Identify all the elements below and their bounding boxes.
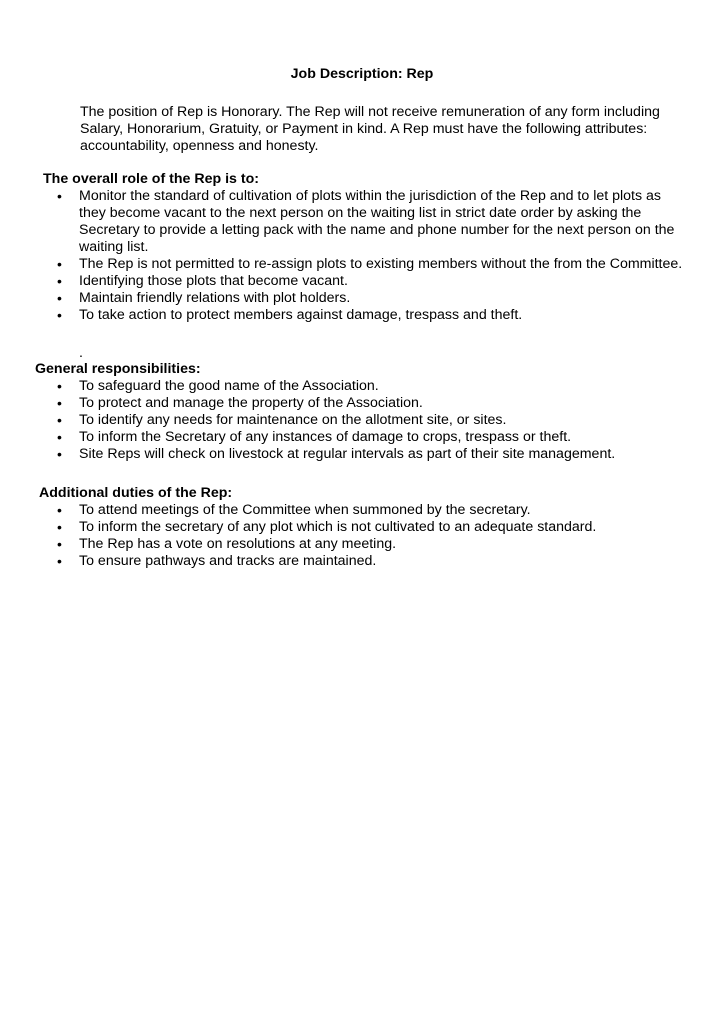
list-item-text: Identifying those plots that become vacant. <box>79 273 348 289</box>
overall-role-list <box>55 188 685 324</box>
list-item <box>55 536 685 553</box>
bullet-icon: • <box>57 446 62 462</box>
list-item <box>55 429 685 446</box>
section-heading-overall-role: The overall role of the Rep is to: <box>43 171 259 187</box>
list-item-text: Maintain friendly relations with plot holders. <box>79 290 351 306</box>
list-item <box>55 378 685 395</box>
list-item-text: Site Reps will check on livestock at regular intervals as part of their site management. <box>79 446 616 462</box>
section-heading-general-responsibilities: General responsibilities: <box>35 361 201 377</box>
bullet-icon: • <box>57 290 62 306</box>
list-item-text: To attend meetings of the Committee when summoned by the secretary. <box>79 502 531 518</box>
intro-paragraph: The position of Rep is Honorary. The Rep will not receive remuneration of any form including Salary, Honorarium, Gratuity, or Payment in kind. A Rep must have the following attributes: accountability, openness and honesty. <box>80 104 660 154</box>
bullet-icon: • <box>57 502 62 518</box>
additional-duties-list <box>55 502 685 570</box>
bullet-icon: • <box>57 395 62 411</box>
list-item-text: The Rep is not permitted to re-assign plots to existing members without the from the Committee. <box>79 256 683 272</box>
list-item <box>55 412 685 429</box>
list-item-text: The Rep has a vote on resolutions at any meeting. <box>79 536 397 552</box>
list-item <box>55 307 685 324</box>
list-item-text: To protect and manage the property of the Association. <box>79 395 423 411</box>
list-item-text: To inform the Secretary of any instances of damage to crops, trespass or theft. <box>79 429 572 445</box>
bullet-icon: • <box>57 519 62 535</box>
stray-period: . <box>79 345 83 361</box>
bullet-icon: • <box>57 273 62 289</box>
bullet-icon: • <box>57 536 62 552</box>
bullet-icon: • <box>57 378 62 394</box>
list-item-text: To take action to protect members against damage, trespass and theft. <box>79 307 523 323</box>
list-item <box>55 273 685 290</box>
bullet-icon: • <box>57 256 62 272</box>
list-item <box>55 395 685 412</box>
list-item <box>55 502 685 519</box>
document-title: Job Description: Rep <box>290 66 434 82</box>
bullet-icon: • <box>57 412 62 428</box>
list-item-text: Monitor the standard of cultivation of plots within the jurisdiction of the Rep and to let plots as they become vacant to the next person on the waiting list in strict date order by asking the Secretary to provide a letting pack with the name and phone number for the next person on the waiting list. <box>79 188 675 255</box>
list-item <box>55 519 685 536</box>
list-item <box>55 256 685 273</box>
section-heading-additional-duties: Additional duties of the Rep: <box>39 485 233 501</box>
general-responsibilities-list <box>55 378 685 463</box>
bullet-icon: • <box>57 188 62 204</box>
bullet-icon: • <box>57 553 62 569</box>
list-item <box>55 446 685 463</box>
list-item-text: To ensure pathways and tracks are maintained. <box>79 553 377 569</box>
list-item <box>55 188 685 256</box>
list-item <box>55 290 685 307</box>
list-item-text: To inform the secretary of any plot which is not cultivated to an adequate standard. <box>79 519 597 535</box>
bullet-icon: • <box>57 307 62 323</box>
bullet-icon: • <box>57 429 62 445</box>
list-item-text: To identify any needs for maintenance on the allotment site, or sites. <box>79 412 507 428</box>
list-item <box>55 553 685 570</box>
list-item-text: To safeguard the good name of the Association. <box>79 378 379 394</box>
